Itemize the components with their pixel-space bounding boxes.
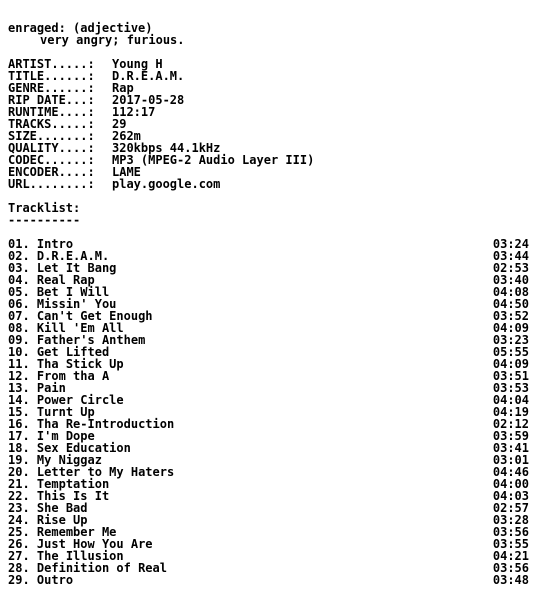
track-number: 20.: [8, 465, 30, 479]
track-title: Definition of Real: [36, 561, 167, 575]
track-number: 07.: [8, 309, 30, 323]
track-duration: 04:00: [492, 477, 529, 491]
track-number: 04.: [8, 273, 30, 287]
track-duration: 04:50: [492, 297, 529, 311]
track-duration: 03:59: [492, 429, 529, 443]
definition-meaning: very angry; furious.: [40, 33, 185, 47]
track-number: 26.: [8, 537, 30, 551]
track-title: Tha Stick Up: [36, 357, 124, 371]
track-number: 19.: [8, 453, 30, 467]
track-number: 10.: [8, 345, 30, 359]
metadata-value: 320kbps 44.1kHz: [112, 141, 221, 155]
track-title: She Bad: [36, 501, 88, 515]
metadata-value: 29: [112, 117, 127, 131]
track-list: [8, 238, 529, 586]
track-number: 08.: [8, 321, 30, 335]
track-duration: 04:04: [492, 393, 529, 407]
track-title: Turnt Up: [36, 405, 95, 419]
metadata-key: TITLE......:: [8, 69, 95, 83]
definition-headword: enraged: (adjective): [8, 21, 153, 35]
track-number: 14.: [8, 393, 30, 407]
track-number: 13.: [8, 381, 30, 395]
track-number: 22.: [8, 489, 30, 503]
track-title: Power Circle: [36, 393, 124, 407]
track-title: Sex Education: [36, 441, 131, 455]
track-number: 18.: [8, 441, 30, 455]
track-number: 23.: [8, 501, 30, 515]
tracklist-underline: ----------: [8, 213, 81, 227]
track-duration: 03:40: [492, 273, 529, 287]
track-title: Missin' You: [36, 297, 117, 311]
metadata-key: RUNTIME....:: [8, 105, 95, 119]
track-number: 02.: [8, 249, 30, 263]
track-title: Get Lifted: [36, 345, 110, 359]
track-number: 29.: [8, 573, 30, 587]
metadata-key: RIP DATE...:: [8, 93, 95, 107]
track-duration: 03:28: [492, 513, 529, 527]
track-duration: 03:52: [492, 309, 529, 323]
track-duration: 03:55: [492, 537, 529, 551]
metadata-key: CODEC......:: [8, 153, 95, 167]
track-duration: 04:09: [492, 321, 529, 335]
metadata-value: 2017-05-28: [112, 93, 185, 107]
metadata-value: 262m: [112, 129, 141, 143]
document: [8, 22, 529, 586]
track-title: Intro: [36, 237, 74, 251]
track-title: D.R.E.A.M.: [36, 249, 110, 263]
metadata-key: SIZE.......:: [8, 129, 95, 143]
track-duration: 03:56: [492, 525, 529, 539]
track-duration: 02:57: [492, 501, 529, 515]
metadata-value: Young H: [112, 57, 163, 71]
track-duration: 04:09: [492, 357, 529, 371]
track-row: [8, 370, 529, 382]
track-title: Pain: [36, 381, 66, 395]
track-number: 25.: [8, 525, 30, 539]
track-duration: 02:53: [492, 261, 529, 275]
track-number: 11.: [8, 357, 30, 371]
metadata-key: ARTIST.....:: [8, 57, 95, 71]
track-title: Letter to My Haters: [36, 465, 175, 479]
track-number: 28.: [8, 561, 30, 575]
track-label: [8, 574, 73, 586]
metadata-value: 112:17: [112, 105, 156, 119]
track-duration: 03:51: [492, 369, 529, 383]
track-title: Temptation: [36, 477, 110, 491]
metadata-key: URL........:: [8, 177, 95, 191]
track-number: 09.: [8, 333, 30, 347]
track-title: Just How You Are: [36, 537, 153, 551]
track-title: From tha A: [36, 369, 110, 383]
track-duration: 04:21: [492, 549, 529, 563]
track-number: 17.: [8, 429, 30, 443]
track-duration: 04:03: [492, 489, 529, 503]
track-duration: 03:23: [492, 333, 529, 347]
metadata-value: Rap: [112, 81, 134, 95]
track-title: Tha Re-Introduction: [36, 417, 175, 431]
track-duration: 04:19: [492, 405, 529, 419]
track-number: 15.: [8, 405, 30, 419]
track-title: Can't Get Enough: [36, 309, 153, 323]
track-title: Rise Up: [36, 513, 88, 527]
track-title: Bet I Will: [36, 285, 110, 299]
track-title: Father's Anthem: [36, 333, 146, 347]
metadata-key: TRACKS.....:: [8, 117, 95, 131]
track-duration: 02:12: [492, 417, 529, 431]
metadata-value: play.google.com: [112, 177, 221, 191]
track-duration: 04:08: [492, 285, 529, 299]
track-title: Outro: [36, 573, 74, 587]
track-title: My Niggaz: [36, 453, 102, 467]
spacer: [8, 226, 529, 238]
track-row: [8, 574, 529, 586]
metadata-key: QUALITY....:: [8, 141, 95, 155]
track-number: 12.: [8, 369, 30, 383]
track-number: 24.: [8, 513, 30, 527]
track-number: 03.: [8, 261, 30, 275]
metadata-value: MP3 (MPEG-2 Audio Layer III): [112, 153, 315, 167]
track-title: The Illusion: [36, 549, 124, 563]
metadata-key: ENCODER....:: [8, 165, 95, 179]
track-number: 16.: [8, 417, 30, 431]
track-number: 27.: [8, 549, 30, 563]
track-duration: 05:55: [492, 345, 529, 359]
track-number: 05.: [8, 285, 30, 299]
metadata-row: [8, 178, 529, 190]
metadata-value: LAME: [112, 165, 141, 179]
metadata-key: GENRE......:: [8, 81, 95, 95]
tracklist-heading: Tracklist:: [8, 201, 81, 215]
track-title: Real Rap: [36, 273, 95, 287]
spacer: [8, 190, 529, 202]
track-title: I'm Dope: [36, 429, 95, 443]
track-duration: 03:56: [492, 561, 529, 575]
track-number: 06.: [8, 297, 30, 311]
track-title: Let It Bang: [36, 261, 117, 275]
metadata-block: [8, 58, 529, 190]
track-duration: 03:01: [492, 453, 529, 467]
metadata-value: D.R.E.A.M.: [112, 69, 185, 83]
track-title: This Is It: [36, 489, 110, 503]
track-duration: 03:44: [492, 249, 529, 263]
track-duration: 03:53: [492, 381, 529, 395]
track-duration: 04:46: [492, 465, 529, 479]
track-duration: 03:41: [492, 441, 529, 455]
track-duration: 03:48: [492, 573, 529, 587]
track-number: 21.: [8, 477, 30, 491]
track-number: 01.: [8, 237, 30, 251]
track-row: [8, 562, 529, 574]
track-title: Kill 'Em All: [36, 321, 124, 335]
track-duration: 03:24: [492, 237, 529, 251]
track-title: Remember Me: [36, 525, 117, 539]
